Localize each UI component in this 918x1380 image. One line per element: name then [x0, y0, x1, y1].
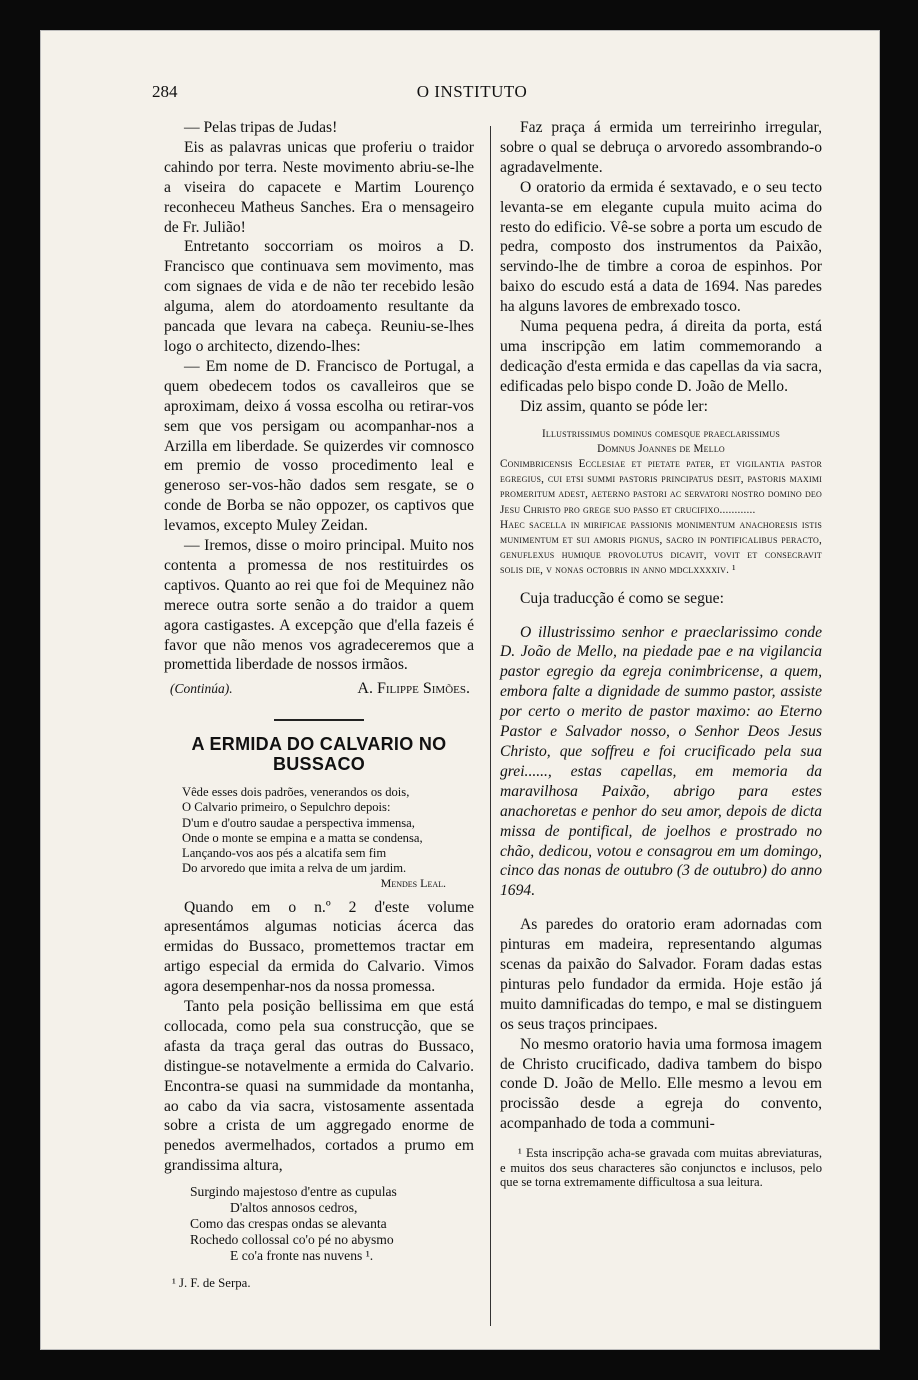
inscription-line: Illustrissimus dominus comesque praeclarissimus: [542, 427, 780, 440]
paragraph: Diz assim, quanto se póde ler:: [520, 397, 708, 415]
paragraph: Numa pequena pedra, á direita da porta, está uma inscripção em latim commemorando a dedicação d'esta ermida e das capellas da via sacra, edificadas pelo bispo conde D. João de Mello.: [500, 318, 822, 395]
left-column: [164, 118, 474, 1294]
right-column: [500, 118, 822, 1190]
section-rule: [274, 719, 364, 721]
paragraph: Eis as palavras unicas que proferiu o traidor cahindo por terra. Neste movimento abriu-se-lhe a viseira do capacete e Martim Lourenço reconheceu Matheus Sanches. Era o mensageiro de Fr. Julião!: [164, 138, 474, 236]
journal-title: O INSTITUTO: [416, 82, 528, 101]
poem-line: D'um e d'outro saudae a perspectiva immensa,: [182, 815, 415, 830]
quoted-verse: [190, 1184, 474, 1264]
verse-line: D'altos annosos cedros,: [230, 1200, 358, 1216]
poem-author: Mendes Leal.: [380, 876, 446, 891]
poem-line: Do arvoredo que imita a relva de um jardim.: [182, 861, 407, 876]
inscription-line: Domnus Joannes de Mello: [597, 442, 725, 455]
poem-line: Onde o monte se empina e a matta se condensa,: [182, 830, 423, 845]
poem-line: Lançando-vos aos pés a alcatifa sem fim: [182, 845, 387, 860]
verse-line: Como das crespas ondas se alevanta: [190, 1216, 387, 1232]
paragraph: As paredes do oratorio eram adornadas com pinturas em madeira, representando algumas scenas da paixão do Salvador. Foram dadas estas pinturas pelo fundador da ermida. Hoje estão já muito damnificadas do tempo, e mal se distinguem os seus traços principaes.: [500, 916, 822, 1033]
latin-inscription: [500, 427, 822, 579]
poem-line: Vêde esses dois padrões, venerandos os dois,: [182, 785, 410, 800]
paragraph: Faz praça á ermida um terreirinho irregular, sobre o qual se debruça o arvoredo assombrando-o agradavelmente.: [500, 119, 822, 176]
paragraph: — Iremos, disse o moiro principal. Muito nos contenta a promessa de nos restituirdes os captivos. Quanto ao rei que foi de Mequinez não merece outra sorte senão a do traidor a quem agora castigastes. A excepção que d'ella fazeis é favor que não menos vos agradeceremos que a promettida liberdade de nossos irmãos.: [164, 537, 474, 674]
paragraph: Entretanto soccorriam os moiros a D. Francisco que continuava sem movimento, mas com signaes de vida e de não ter recebido lesão alguma, alem do atordoamento resultante da pancada que levara na cabeça. Reuniu-se-lhes logo o architecto, dizendo-lhes:: [164, 238, 474, 355]
poem-line: O Calvario primeiro, o Sepulchro depois:: [182, 800, 391, 815]
article-heading: A ERMIDA DO CALVARIO NO BUSSACO: [191, 734, 447, 775]
paragraph: Quando em o n.º 2 d'este volume apresentámos algumas noticias ácerca das ermidas do Bussaco, promettemos tractar em artigo especial da ermida do Calvario. Vimos agora desempenhar-nos da nossa promessa.: [164, 898, 474, 996]
book-page: [40, 30, 880, 1350]
inscription-text: Haec sacella in mirificae passionis monimentum anachoresis istis munimentum et sui amoris pignus, sacro in pontificalibus peracto, genuflexus humique provolutus dicavit, vovit et consecravit solis die, v nonas octobris in anno mdclxxxxiv. ¹: [500, 518, 822, 577]
page-number: 284: [152, 82, 178, 101]
inscription-text: Conimbricensis Ecclesiae et pietate pater, et vigilantia pastor egregius, cui etsi summi pastoris principatus desit, pastoris maximi promeritum adest, aeterno pastori ac servatori nostro domino deo Jesu Christo pro grege suo passo et crucifixo............: [500, 458, 822, 516]
continua-note: (Continúa).: [170, 681, 233, 697]
column-divider: [490, 126, 491, 1326]
paragraph: Cuja traducção é como se segue:: [520, 589, 724, 607]
verse-line: Rochedo collossal co'o pé no abysmo: [190, 1232, 394, 1248]
footnote-text: ¹ Esta inscripção acha-se gravada com muitas abreviaturas, e muitos dos seus characteres são conjunctos e inclusos, pelo que se torna extremamente difficultosa a sua leitura.: [500, 1146, 822, 1190]
footnote: [500, 1146, 822, 1190]
verse-line: E co'a fronte nas nuvens ¹.: [230, 1248, 374, 1264]
paragraph: No mesmo oratorio havia uma formosa imagem de Christo crucificado, dadiva tambem do bispo conde D. João de Mello. Elle mesmo a levou em procissão desde a egreja do convento, acompanhado de toda a communi-: [500, 1035, 822, 1133]
footnote: ¹ J. F. de Serpa.: [172, 1276, 251, 1291]
running-header: [40, 82, 880, 106]
author-name: A. Filippe Simões.: [357, 680, 470, 698]
signature-line: [164, 679, 474, 699]
verse-line: Surgindo majestoso d'entre as cupulas: [190, 1184, 397, 1200]
paragraph: — Em nome de D. Francisco de Portugal, a quem obedecem todos os cavalleiros que se aproximam, deixo á vossa escolha ou retirar-vos sem que vos persigam ou acompanhar-nos a Arzilla em liberdade. Se quizerdes vir comnosco em premio de vosso procedimento leal e generoso ser-vos-hão dados sem resgate, se o conde de Borba se não oppozer, os captivos que levamos, excepto Muley Zeidan.: [164, 357, 474, 535]
paragraph: Tanto pela posição bellissima em que está collocada, como pela sua construcção, que se afasta da traça geral das outras do Bussaco, distingue-se notavelmente a ermida do Calvario. Encontra-se quasi na summidade da montanha, ao cabo da via sacra, vistosamente assentada sobre a crista de um aggregado enorme de penedos avermelhados, cortados a prumo em grandissima altura,: [164, 998, 474, 1175]
paragraph: O oratorio da ermida é sextavado, e o seu tecto levanta-se em elegante cupula muito acima do resto do edificio. Vê-se sobre a porta um escudo de pedra, composto dos instrumentos da Paixão, servindo-lhe de timbre a coroa de espinhos. Por baixo do escudo está a data de 1694. Nas paredes ha alguns lavores de embrexado tosco.: [500, 178, 822, 316]
translation-paragraph: O illustrissimo senhor e praeclarissimo conde D. João de Mello, na piedade pae e na vigilancia pastor egregio da egreja conimbricense, a quem, embora falte a dignidade de summo pastor, assiste por certo o merito de pastor maximo: ao Eterno Pastor e Salvador nosso, o Senhor Deos Jesus Christo, que soffreu e foi crucificado pela sua grei......, estas capellas, em memoria da maravilhosa Paixão, abrigo para estes anachoretas e penhor do seu amor, depois de dicta missa de pontifical, de joelhos e prostrado no chão, dedicou, votou e consagrou em um domingo, cinco das nonas de outubro (3 de outubro) do anno 1694.: [500, 623, 822, 900]
paragraph: — Pelas tripas de Judas!: [184, 119, 338, 136]
epigraph-poem: [182, 785, 474, 891]
